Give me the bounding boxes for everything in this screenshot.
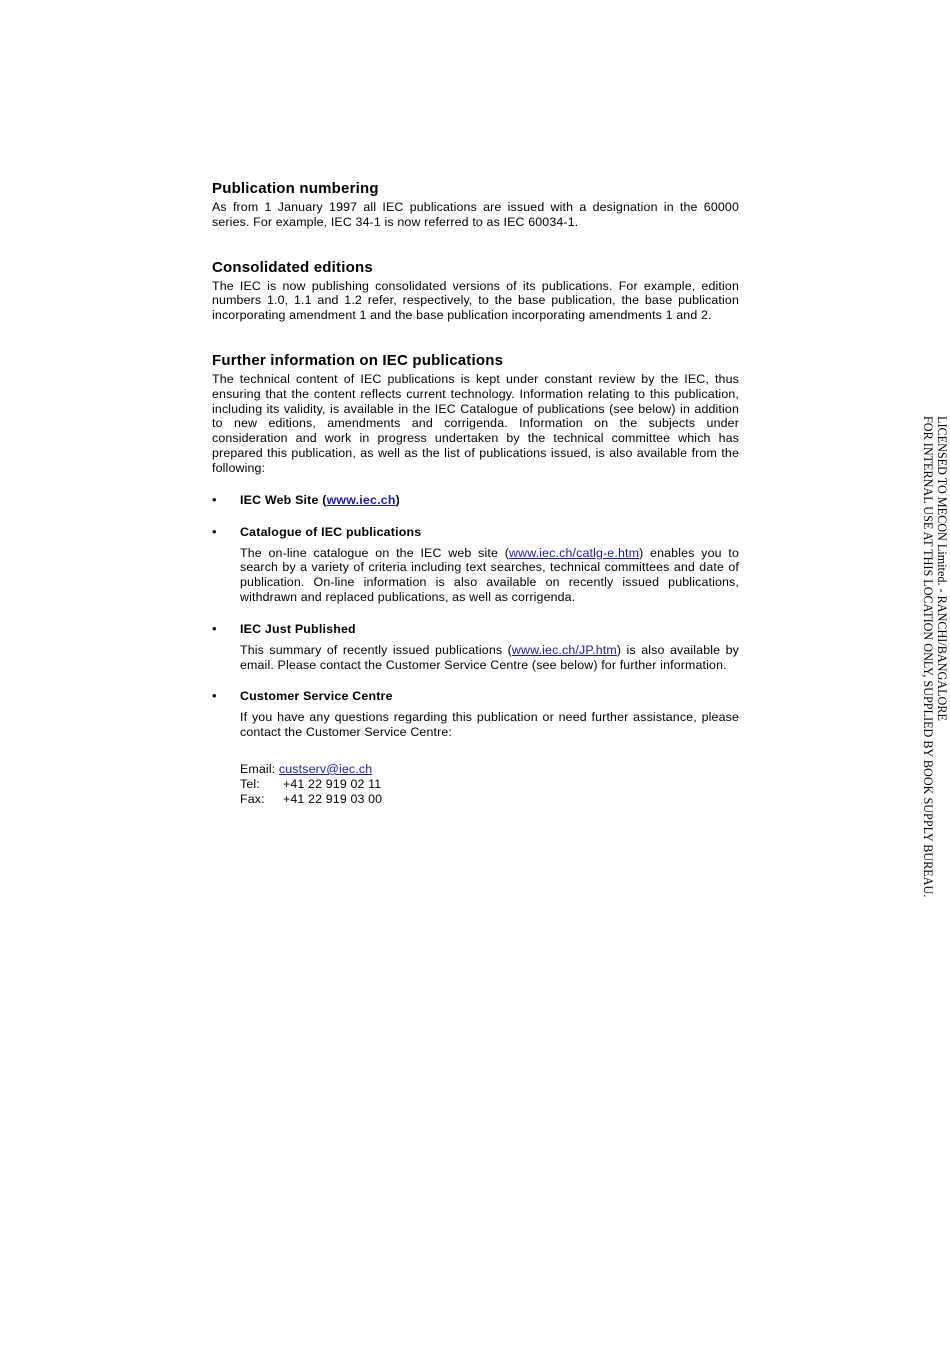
bullet-icon: • [212, 620, 217, 636]
catalogue-desc-after: ) enables you to search by a variety of criteria including text searches, technical committees and date of publication. On-line information is also available on recently issued publications, withdrawn and replaced publications, as well as corrigenda. [240, 545, 739, 604]
catalogue-title: Catalogue of IEC publications [240, 524, 422, 539]
fax-row [240, 792, 739, 807]
fax-value: +41 22 919 03 00 [283, 791, 383, 806]
just-published-title: IEC Just Published [240, 621, 356, 636]
publication-numbering-text: As from 1 January 1997 all IEC publications are issued with a designation in the 60000 series. For example, IEC 34-1 is now referred to as IEC 60034-1. [212, 200, 739, 229]
email-label: Email: [240, 761, 276, 776]
just-published-desc-before: This summary of recently issued publications ( [240, 642, 512, 657]
contact-block [240, 762, 739, 806]
list-item-just-published [212, 621, 739, 673]
email-row [240, 762, 739, 777]
web-site-title [240, 492, 739, 508]
bullet-icon: • [212, 491, 217, 507]
just-published-desc-after: ) is also available by email. Please contact the Customer Service Centre (see below) for further information. [240, 642, 739, 672]
license-notice [917, 416, 949, 936]
information-sources-list [212, 492, 739, 807]
tel-value: +41 22 919 02 11 [283, 776, 382, 791]
email-link[interactable]: custserv@iec.ch [278, 761, 373, 776]
list-item-web-site [212, 492, 739, 508]
publication-numbering-heading: Publication numbering [212, 180, 379, 197]
web-site-title-suffix: ) [395, 492, 400, 507]
web-site-title-prefix: IEC Web Site ( [240, 492, 327, 507]
tel-row [240, 777, 739, 792]
license-notice-text [921, 416, 949, 897]
just-published-link[interactable]: www.iec.ch/JP.htm [511, 642, 617, 657]
catalogue-description [240, 546, 739, 605]
further-information-heading: Further information on IEC publications [212, 351, 504, 369]
license-notice-line-2: FOR INTERNAL USE AT THIS LOCATION ONLY, SUPPLIED BY BOOK SUPPLY BUREAU. [921, 416, 935, 898]
further-information-text: The technical content of IEC publications is kept under constant review by the IEC, thus ensuring that the content reflects current technology. Information relating to this publication, including its validity, is available in the IEC Catalogue of publications (see below) in addition to new editions, amendments and corrigenda. Information on the subjects under consideration and work in progress undertaken by the technical committee which has prepared this publication, as well as the list of publications issued, is also available from the following: [212, 371, 739, 475]
catalogue-desc-before: The on-line catalogue on the IEC web site ( [240, 545, 510, 560]
catalogue-link[interactable]: www.iec.ch/catlg-e.htm [509, 545, 640, 560]
bullet-icon: • [212, 688, 217, 704]
page-content [212, 178, 739, 806]
consolidated-editions-text: The IEC is now publishing consolidated versions of its publications. For example, edition numbers 1.0, 1.1 and 1.2 refer, respectively, to the base publication, the base publication incorporating amendment 1 and the base publication incorporating amendments 1 and 2. [212, 278, 739, 323]
web-site-link[interactable]: www.iec.ch [326, 492, 396, 507]
fax-label: Fax: [240, 791, 265, 806]
tel-label: Tel: [240, 776, 260, 791]
just-published-description [240, 643, 739, 673]
license-notice-line-1: LICENSED TO MECON Limited. - RANCHI/BANGALORE [935, 416, 949, 721]
list-item-customer-service [212, 688, 739, 806]
bullet-icon: • [212, 523, 217, 539]
list-item-catalogue [212, 524, 739, 605]
customer-service-description: If you have any questions regarding this publication or need further assistance, please contact the Customer Service Centre: [240, 710, 739, 740]
customer-service-title: Customer Service Centre [240, 689, 393, 704]
consolidated-editions-heading: Consolidated editions [212, 258, 373, 276]
